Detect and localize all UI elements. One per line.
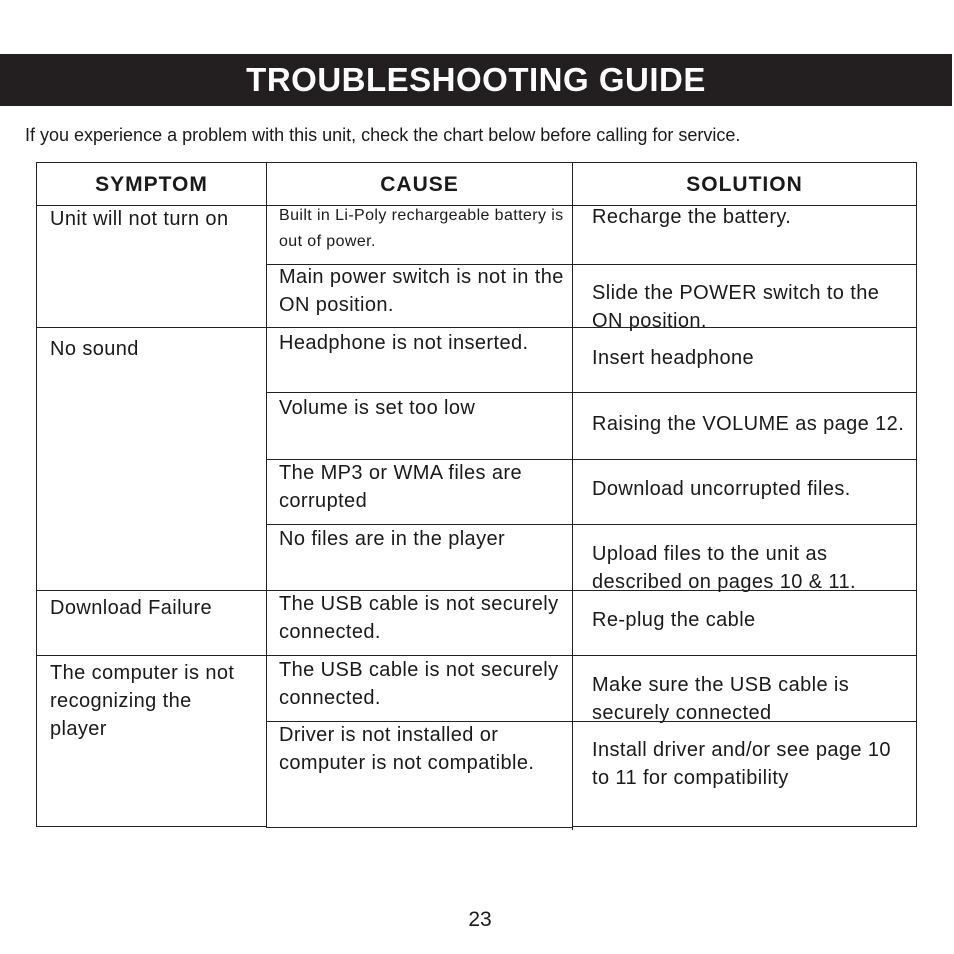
cause-cell: Headphone is not inserted. — [279, 332, 529, 354]
solution-cell: Recharge the battery. — [592, 206, 792, 228]
solution-cell: Raising the VOLUME as page 12. — [592, 413, 905, 435]
cause-cell: The USB cable is not securely connected. — [279, 593, 559, 643]
cause-cell: No files are in the player — [279, 528, 506, 550]
cause-cell: Main power switch is not in the ON position. — [279, 266, 564, 316]
header-solution: SOLUTION — [686, 173, 803, 196]
cause-cell: Built in Li-Poly rechargeable battery is out of power. — [279, 207, 564, 250]
header-symptom: SYMPTOM — [95, 173, 208, 196]
cause-cell: Volume is set too low — [279, 397, 476, 419]
solution-cell: Download uncorrupted files. — [592, 478, 851, 500]
symptom-cell: Unit will not turn on — [50, 208, 229, 230]
header-cause: CAUSE — [380, 173, 459, 196]
symptom-cell: No sound — [50, 338, 139, 360]
cause-cell: The MP3 or WMA files are corrupted — [279, 462, 522, 512]
solution-cell: Slide the POWER switch to the ON position. — [592, 282, 880, 332]
cause-cell: Driver is not installed or computer is not compatible. — [279, 724, 535, 774]
cause-cell: The USB cable is not securely connected. — [279, 659, 559, 709]
solution-cell: Upload files to the unit as described on pages 10 & 11. — [592, 543, 856, 593]
solution-cell: Re-plug the cable — [592, 609, 756, 631]
solution-cell: Make sure the USB cable is securely connected — [592, 674, 850, 724]
page-number: 23 — [468, 908, 492, 931]
symptom-cell: Download Failure — [50, 597, 213, 619]
page-title: TROUBLESHOOTING GUIDE — [0, 54, 952, 106]
symptom-cell: The computer is not recognizing the player — [50, 662, 235, 740]
solution-cell: Insert headphone — [592, 347, 755, 369]
solution-cell: Install driver and/or see page 10 to 11 for compatibility — [592, 739, 891, 789]
intro-text: If you experience a problem with this unit, check the chart below before calling for service. — [25, 125, 741, 145]
